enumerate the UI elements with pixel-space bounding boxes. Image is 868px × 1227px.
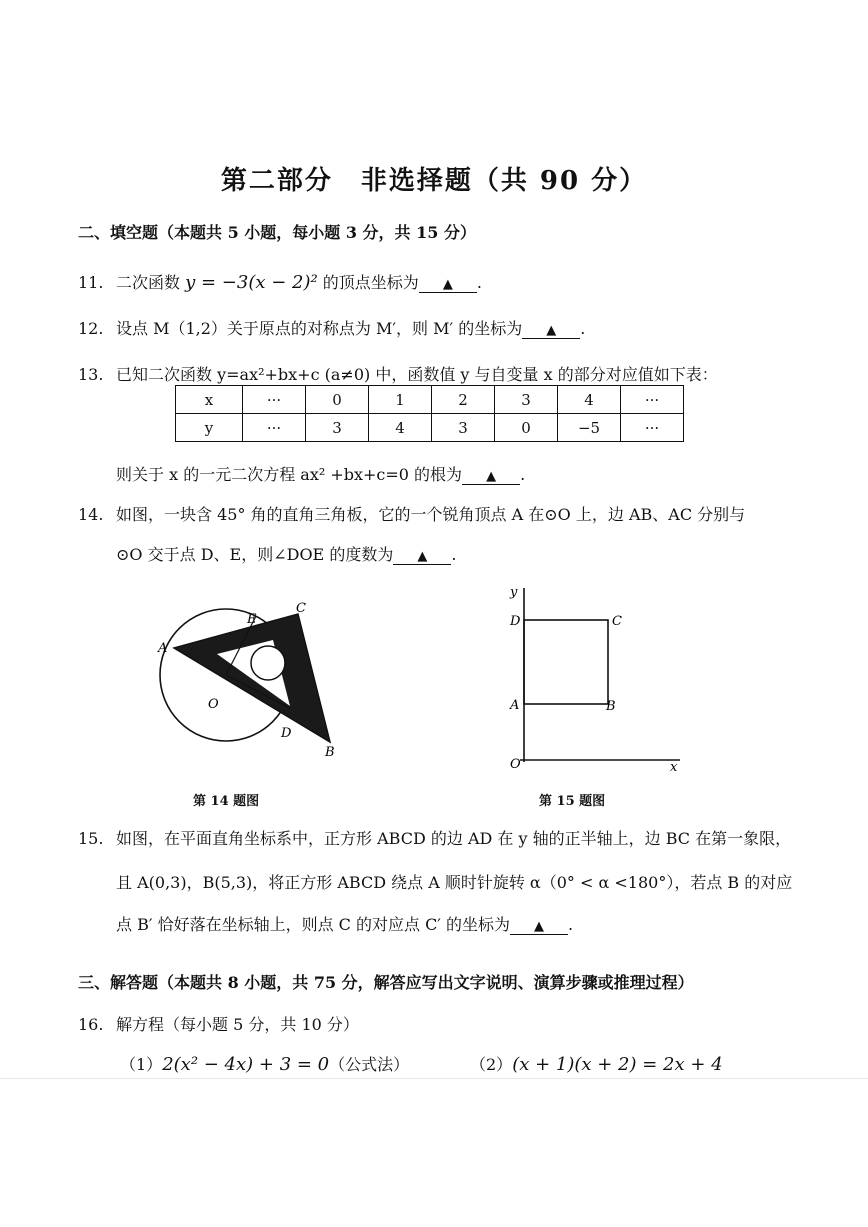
value-table (175, 385, 684, 442)
label-c: C (612, 614, 622, 629)
label-d: D (281, 726, 292, 741)
label-x: x (670, 760, 678, 774)
table-cell: x (176, 386, 243, 414)
table-row (176, 414, 684, 442)
section-heading-answer: 三、解答题（本题共 8 小题，共 75 分，解答应写出文字说明、演算步骤或推理过程） (78, 973, 694, 992)
table-cell: 4 (369, 414, 432, 442)
formula: 2(x² − 4x) + 3 = 0 (162, 1054, 330, 1075)
formula: y = −3(x − 2)² (185, 272, 318, 293)
answer-blank (510, 918, 568, 935)
table-cell: −5 (558, 414, 621, 442)
figure-15-caption: 第 15 题图 (539, 794, 606, 809)
table-cell: 4 (558, 386, 621, 414)
table-cell: ··· (243, 414, 306, 442)
label-b: B (606, 699, 616, 714)
question-12: 12. 设点 M（1,2）关于原点的对称点为 M′，则 M′ 的坐标为 ▲ . (78, 319, 586, 338)
label-y: y (510, 585, 518, 600)
figure-14-caption: 第 14 题图 (193, 794, 260, 809)
label-e: E (247, 612, 257, 627)
question-16: 16. 解方程（每小题 5 分，共 10 分） (78, 1015, 359, 1034)
question-number: 14. (78, 505, 104, 524)
table-cell: 1 (369, 386, 432, 414)
label-b: B (325, 745, 335, 760)
question-number: 12. (78, 319, 104, 338)
question-16-part1: （1）2(x² − 4x) + 3 = 0（公式法） (120, 1054, 410, 1075)
table-cell: ··· (621, 414, 684, 442)
question-11: 11. 二次函数 y = −3(x − 2)² 的顶点坐标为 ▲ . (78, 272, 482, 293)
question-14-line2: ⊙O 交于点 D、E，则∠DOE 的度数为 ▲ . (116, 545, 457, 564)
answer-blank (419, 276, 477, 293)
question-number: 15. (78, 829, 104, 848)
figure-14-diagram (140, 590, 360, 770)
question-number: 13. (78, 365, 104, 384)
label-o: O (510, 757, 521, 772)
question-16-part2: （2）(x + 1)(x + 2) = 2x + 4 (470, 1054, 723, 1075)
square-abcd (524, 620, 608, 704)
question-number: 11. (78, 273, 104, 292)
page-title: 第二部分 非选择题（共 90 分） (220, 166, 648, 196)
question-14: 14. 如图，一块含 45° 角的直角三角板，它的一个锐角顶点 A 在⊙O 上，边 AB、AC 分别与 (78, 505, 746, 524)
table-row (176, 386, 684, 414)
question-15-line2: 且 A(0,3)，B(5,3)，将正方形 ABCD 绕点 A 顺时针旋转 α（0° < α <180°），若点 B 的对应 (116, 873, 793, 892)
table-cell: ··· (243, 386, 306, 414)
label-c: C (296, 601, 306, 616)
question-13: 13. 已知二次函数 y=ax²+bx+c (a≠0) 中，函数值 y 与自变量 x 的部分对应值如下表： (78, 365, 718, 384)
table-cell: 3 (306, 414, 369, 442)
table-cell: 2 (432, 386, 495, 414)
answer-blank (462, 468, 520, 485)
page-bottom-rule (0, 1078, 868, 1079)
question-15-line3: 点 B′ 恰好落在坐标轴上，则点 C 的对应点 C′ 的坐标为 ▲ . (116, 915, 574, 934)
set-square-hole (251, 646, 285, 680)
table-cell: 3 (495, 386, 558, 414)
table-cell: 0 (306, 386, 369, 414)
label-a: A (158, 641, 168, 656)
figure-15-diagram (500, 584, 690, 774)
triangle-icon: ▲ (546, 323, 557, 338)
table-cell: 0 (495, 414, 558, 442)
answer-blank (522, 322, 580, 339)
question-13-line2: 则关于 x 的一元二次方程 ax² +bx+c=0 的根为 ▲ . (116, 465, 526, 484)
section-heading-fill-in: 二、填空题（本题共 5 小题，每小题 3 分，共 15 分） (78, 223, 476, 242)
formula: (x + 1)(x + 2) = 2x + 4 (512, 1054, 723, 1075)
triangle-icon: ▲ (442, 277, 453, 292)
label-d: D (510, 614, 521, 629)
table-cell: 3 (432, 414, 495, 442)
label-o: O (208, 697, 219, 712)
question-15: 15. 如图，在平面直角坐标系中，正方形 ABCD 的边 AD 在 y 轴的正半轴上，边 BC 在第一象限， (78, 829, 792, 848)
table-cell: ··· (621, 386, 684, 414)
triangle-icon: ▲ (534, 919, 545, 934)
answer-blank (393, 548, 451, 565)
question-number: 16. (78, 1015, 104, 1034)
table-cell: y (176, 414, 243, 442)
triangle-icon: ▲ (486, 469, 497, 484)
label-a: A (510, 698, 520, 713)
triangle-icon: ▲ (417, 549, 428, 564)
